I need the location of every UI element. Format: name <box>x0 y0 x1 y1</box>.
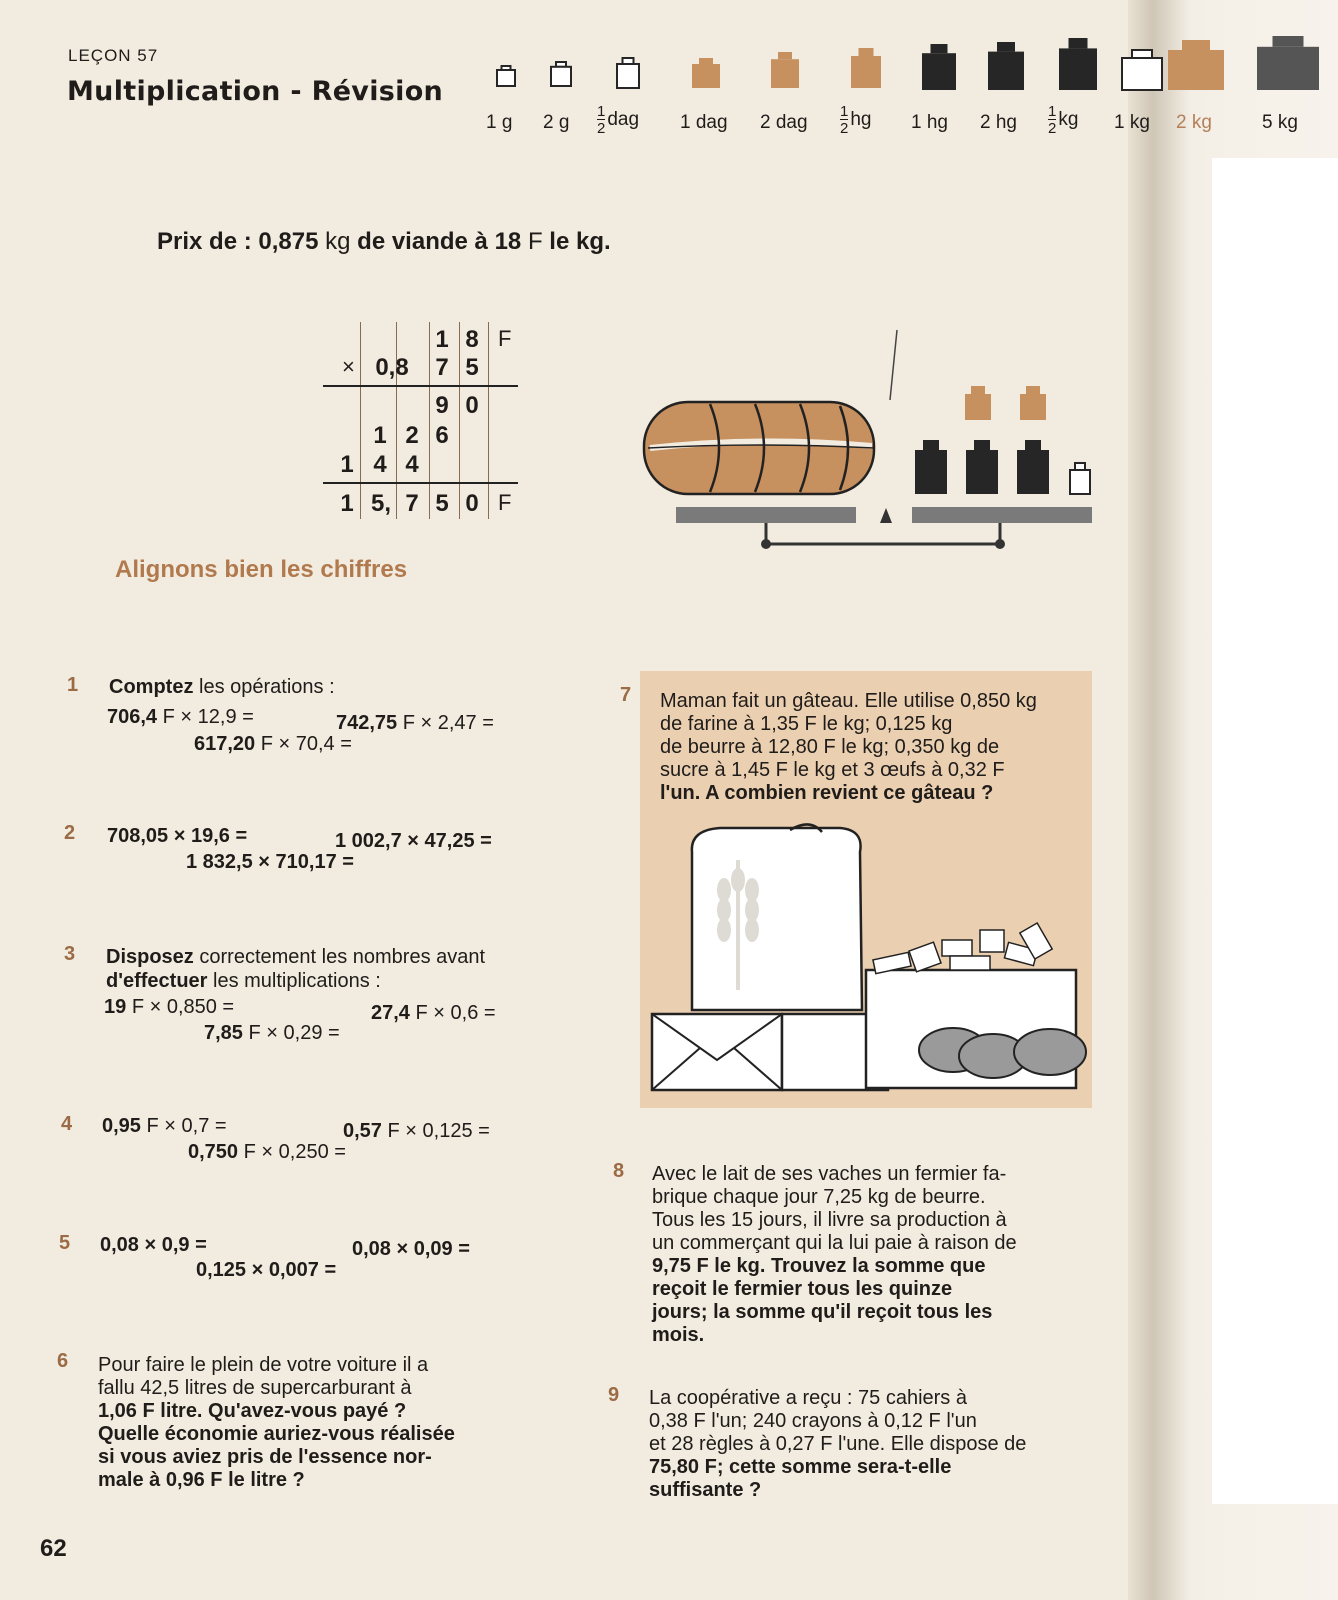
digit: 1 <box>340 490 354 517</box>
weight-label-half-hg: $\frac{1}{2}$ hg <box>840 103 872 137</box>
flour-sack <box>692 824 862 1010</box>
prix-currency: F <box>527 228 543 255</box>
digit: 5, <box>370 490 391 517</box>
text-line: et 28 règles à 0,27 F l'une. Elle dispose de <box>649 1433 1027 1455</box>
text-line: suffisante ? <box>649 1479 762 1501</box>
exercise-3-line-2: d'effectuer les multiplications : <box>106 970 381 992</box>
text-line: Avec le lait de ses vaches un fermier fa- <box>652 1163 1007 1185</box>
weight-label-1g: 1 g <box>486 112 513 133</box>
scan-blank-area <box>1212 158 1338 1504</box>
weight-label-5kg: 5 kg <box>1262 112 1298 133</box>
exercise-9-text <box>649 1387 1075 1502</box>
exercise-number: 7 <box>620 684 632 706</box>
exercise-3-line-1: Disposez correctement les nombres avant <box>106 946 486 968</box>
weight-icon <box>692 58 720 88</box>
text-line: si vous aviez pris de l'essence nor- <box>98 1446 432 1468</box>
unit-f: F <box>498 490 512 515</box>
weight-icon <box>922 44 956 90</box>
weight-icon <box>1168 40 1224 90</box>
text-line: brique chaque jour 7,25 kg de beurre. <box>652 1186 986 1208</box>
times-sign: × <box>342 354 355 379</box>
text-line: male à 0,96 F le litre ? <box>98 1469 305 1491</box>
digit: 7 <box>405 490 419 517</box>
weight-icon <box>988 42 1024 90</box>
exercise-4-c: 0,750 F × 0,250 = <box>188 1141 346 1163</box>
text-line: 9,75 F le kg. Trouvez la somme que <box>652 1255 986 1277</box>
weight-label-2g: 2 g <box>543 112 570 133</box>
weight-label-half-dag: $\frac{1}{2}$ dag <box>597 103 640 137</box>
digit: 4 <box>373 451 387 478</box>
text-line: reçoit le fermier tous les quinze <box>652 1278 953 1300</box>
exercise-1-c: 617,20 F × 70,4 = <box>194 733 352 755</box>
digit: 0 <box>465 392 479 419</box>
exercise-5-c: 0,125 × 0,007 = <box>196 1259 337 1281</box>
exercise-1-a: 706,4 F × 12,9 = <box>107 706 254 728</box>
text-line: un commerçant qui la lui paie à raison de <box>652 1232 1017 1254</box>
digit: 1 <box>340 451 354 478</box>
exercise-number: 6 <box>57 1350 69 1372</box>
scale-weights <box>915 386 1090 494</box>
text-line: La coopérative a reçu : 75 cahiers à <box>649 1387 967 1409</box>
exercise-number: 3 <box>64 943 76 965</box>
weight-icon <box>771 52 799 88</box>
exercise-5-a: 0,08 × 0,9 = <box>100 1234 207 1256</box>
scale-illustration <box>640 330 1100 560</box>
text-line: mois. <box>652 1324 705 1346</box>
prix-price: 18 <box>494 228 522 255</box>
weights-row <box>0 0 1338 110</box>
exercise-4-b: 0,57 F × 0,125 = <box>343 1120 490 1142</box>
exercise-3-c: 7,85 F × 0,29 = <box>204 1022 340 1044</box>
section-title: Alignons bien les chiffres <box>115 556 408 583</box>
exercise-number: 4 <box>61 1113 73 1135</box>
text-line: fallu 42,5 litres de supercarburant à <box>98 1377 412 1399</box>
digit: 2 <box>405 422 419 449</box>
text-line: l'un. A combien revient ce gâteau ? <box>660 782 994 804</box>
weight-label-2hg: 2 hg <box>980 112 1017 133</box>
exercise-number: 2 <box>64 822 76 844</box>
prix-label: Prix de <box>157 228 238 255</box>
text-line: sucre à 1,45 F le kg et 3 œufs à 0,32 F <box>660 759 1005 781</box>
exercise-number: 9 <box>608 1384 620 1406</box>
exercise-number: 8 <box>613 1160 625 1182</box>
prix-unit: kg <box>325 228 351 255</box>
page-title: Multiplication - Révision <box>67 76 444 107</box>
weight-icon <box>1059 38 1097 90</box>
text-line: de farine à 1,35 F le kg; 0,125 kg <box>660 713 953 735</box>
exercise-5-b: 0,08 × 0,09 = <box>352 1238 470 1260</box>
weight-label-1kg: 1 kg <box>1114 112 1150 133</box>
lesson-label: LEÇON 57 <box>68 46 159 65</box>
digit: 0 <box>465 490 479 517</box>
exercise-2-c: 1 832,5 × 710,17 = <box>186 851 354 873</box>
digit: 0,8 <box>375 354 409 381</box>
exercise-1-intro: Comptez les opérations : <box>109 676 335 698</box>
weight-label-2dag: 2 dag <box>760 112 808 133</box>
text-line: Pour faire le plein de votre voiture il a <box>98 1354 429 1376</box>
text-line: 0,38 F l'un; 240 crayons à 0,12 F l'un <box>649 1410 977 1432</box>
weight-icon <box>1257 36 1319 90</box>
text-line: Maman fait un gâteau. Elle utilise 0,850 kg <box>660 690 1037 712</box>
exercise-number: 1 <box>67 674 79 696</box>
prix-text2: le kg. <box>549 228 611 255</box>
meat-roast <box>644 402 874 494</box>
example-statement <box>157 228 611 256</box>
text-line: 1,06 F litre. Qu'avez-vous payé ? <box>98 1400 407 1422</box>
prix-sep: : <box>243 228 252 255</box>
prix-text1: de viande à <box>357 228 488 255</box>
ingredients-illustration <box>650 820 1090 1100</box>
digit: 5 <box>465 354 479 381</box>
weight-icon <box>1122 50 1162 90</box>
digit: 1 <box>435 326 449 353</box>
page-number: 62 <box>40 1535 67 1562</box>
text-line: 75,80 F; cette somme sera-t-elle <box>649 1456 952 1478</box>
exercise-3-a: 19 F × 0,850 = <box>104 996 235 1018</box>
weight-icon <box>617 58 639 88</box>
weight-label-2kg: 2 kg <box>1176 112 1212 133</box>
text-line: jours; la somme qu'il reçoit tous les <box>652 1301 993 1323</box>
weight-label-half-kg: $\frac{1}{2}$ kg <box>1048 103 1079 137</box>
text-line: Tous les 15 jours, il livre sa production à <box>652 1209 1007 1231</box>
digit: 8 <box>465 326 479 353</box>
prix-qty: 0,875 <box>258 228 319 255</box>
weight-label-1hg: 1 hg <box>911 112 948 133</box>
weight-label-1dag: 1 dag <box>680 112 728 133</box>
exercise-number: 5 <box>59 1232 71 1254</box>
digit: 5 <box>435 490 449 517</box>
digit: 7 <box>435 354 449 381</box>
exercise-6-text <box>98 1354 526 1492</box>
exercise-3-b: 27,4 F × 0,6 = <box>371 1002 496 1024</box>
text-line: Quelle économie auriez-vous réalisée <box>98 1423 455 1445</box>
eggs <box>919 1028 1086 1078</box>
weight-icon <box>497 66 515 86</box>
exercise-7-text <box>660 690 1086 805</box>
digit: 6 <box>435 422 449 449</box>
exercise-8-text <box>652 1163 1078 1347</box>
unit-f: F <box>498 326 512 351</box>
exercise-2-a: 708,05 × 19,6 = <box>107 825 248 847</box>
exercise-2-b: 1 002,7 × 47,25 = <box>335 830 492 852</box>
digit: 9 <box>435 392 449 419</box>
butter-packet <box>652 1014 888 1090</box>
digit: 1 <box>373 422 387 449</box>
exercise-1-b: 742,75 F × 2,47 = <box>336 712 494 734</box>
exercise-4-a: 0,95 F × 0,7 = <box>102 1115 227 1137</box>
text-line: de beurre à 12,80 F le kg; 0,350 kg de <box>660 736 1000 758</box>
weight-icon <box>551 62 571 86</box>
digit: 4 <box>405 451 419 478</box>
weight-icon <box>851 48 881 88</box>
